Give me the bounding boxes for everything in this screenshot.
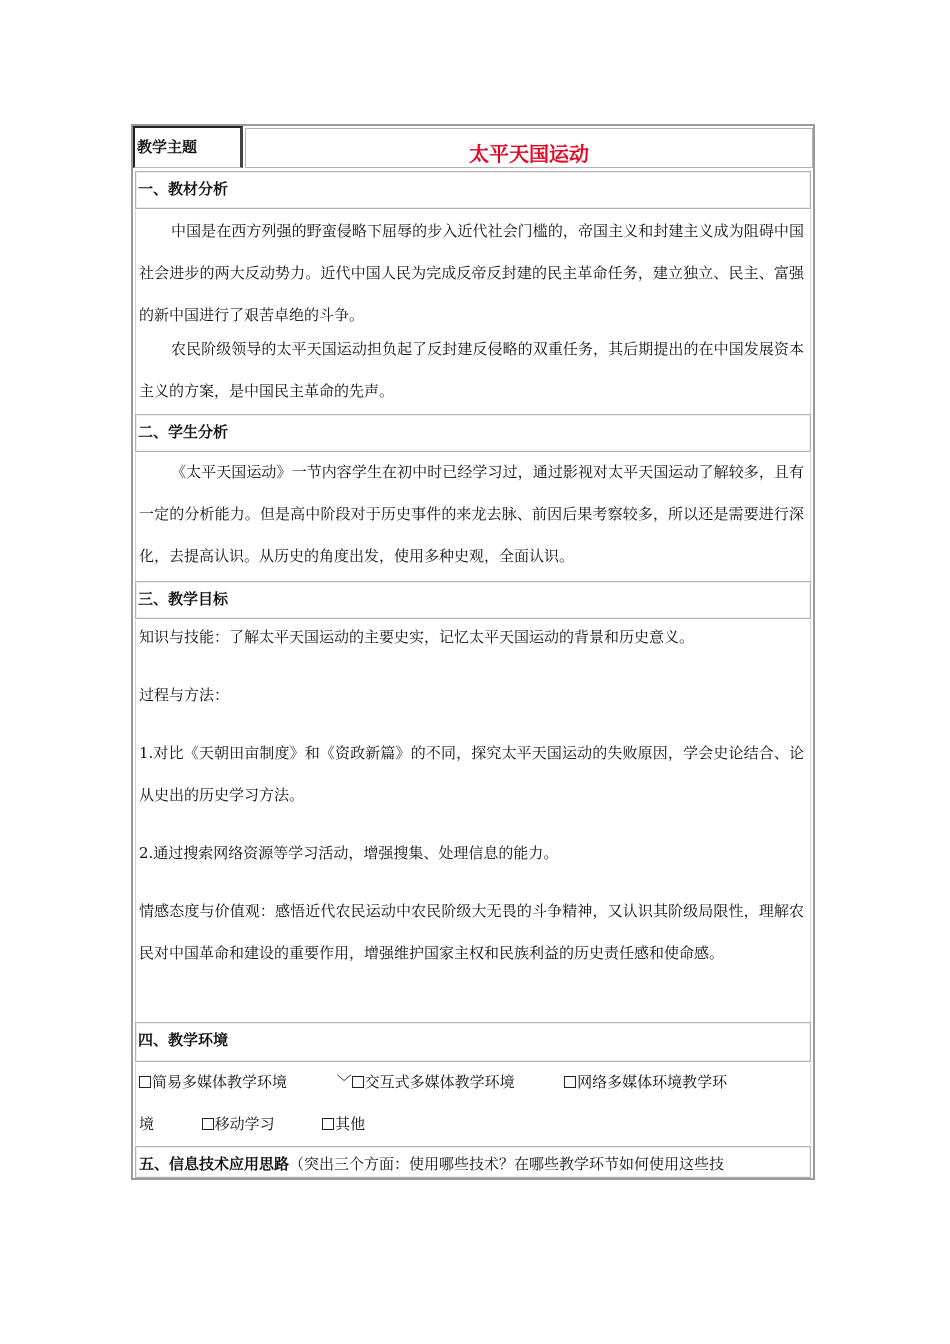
option-network-multimedia-cont: 境: [139, 1115, 155, 1133]
section-title: 一、教材分析: [138, 180, 229, 198]
section-body-teaching-environment: [135, 1063, 811, 1145]
section-body-textbook-analysis: [135, 210, 811, 414]
paragraph: 《太平天国运动》一节内容学生在初中时已经学习过，通过影视对太平天国运动了解较多，且有一定的分析能力。但是高中阶段对于历史事件的来龙去脉、前因后果考察较多，所以还是需要进行深化，去提高认识。从历史的角度出发，使用多种史观，全面认识。: [139, 463, 804, 565]
checkbox-icon[interactable]: [352, 1076, 364, 1088]
section-note: （突出三个方面：使用哪些技术？在哪些教学环节如何使用这些技: [289, 1155, 725, 1173]
environment-options-line-1: [139, 1071, 727, 1092]
section-title: 五、信息技术应用思路: [139, 1155, 290, 1173]
environment-options-line-2: [139, 1113, 365, 1134]
goal-process-item-2: 2.通过搜索网络资源等学习活动，增强搜集、处理信息的能力。: [139, 844, 559, 862]
section-header-student-analysis: [135, 414, 811, 452]
checkbox-icon[interactable]: [322, 1118, 334, 1130]
section-title: 二、学生分析: [138, 423, 229, 441]
section-title: 三、教学目标: [138, 590, 229, 608]
goal-emotion: 情感态度与价值观：感悟近代农民运动中农民阶级大无畏的斗争精神，又认识其阶级局限性，理解农民对中国革命和建设的重要作用，增强维护国家主权和民族利益的历史责任感和使命感。: [139, 902, 804, 962]
lesson-plan-table: [131, 124, 815, 1180]
section-header-teaching-goals: [135, 581, 811, 619]
goal-knowledge: 知识与技能：了解太平天国运动的主要史实，记忆太平天国运动的背景和历史意义。: [139, 628, 695, 646]
option-network-multimedia: 网络多媒体环境教学环: [577, 1073, 728, 1091]
section-body-student-analysis: [135, 453, 811, 581]
section-body-teaching-goals: [135, 620, 811, 1022]
section-header-textbook-analysis: [135, 171, 811, 209]
option-interactive-multimedia: 交互式多媒体教学环境: [364, 1073, 515, 1091]
topic-label: 教学主题: [137, 138, 198, 156]
checkbox-icon[interactable]: [202, 1118, 214, 1130]
it-application-heading: [139, 1153, 724, 1174]
goal-process-label: 过程与方法：: [139, 686, 230, 704]
title-row: [133, 126, 813, 170]
option-simple-multimedia: 简易多媒体教学环境: [152, 1073, 288, 1091]
checkbox-icon[interactable]: [139, 1076, 151, 1088]
checkbox-icon[interactable]: [564, 1076, 576, 1088]
option-other: 其他: [335, 1115, 366, 1133]
goal-process-item-1: 1.对比《天朝田亩制度》和《资政新篇》的不同，探究太平天国运动的失败原因，学会史论结合、论从史出的历史学习方法。: [139, 744, 804, 804]
section-header-it-application: [135, 1146, 811, 1178]
topic-title-cell: [245, 128, 813, 168]
page-title: 太平天国运动: [469, 142, 589, 166]
option-mobile-learning: 移动学习: [214, 1115, 275, 1133]
paragraph: 农民阶级领导的太平天国运动担负起了反封建反侵略的双重任务，其后期提出的在中国发展资本主义的方案，是中国民主革命的先声。: [139, 340, 804, 400]
paragraph: 中国是在西方列强的野蛮侵略下屈辱的步入近代社会门槛的，帝国主义和封建主义成为阻碍中国社会进步的两大反动势力。近代中国人民为完成反帝反封建的民主革命任务，建立独立、民主、富强的新中国进行了艰苦卓绝的斗争。: [139, 222, 804, 324]
topic-label-cell: [133, 126, 243, 168]
section-title: 四、教学环境: [138, 1031, 229, 1049]
section-header-teaching-environment: [135, 1022, 811, 1062]
checked-mark-icon: ﹀: [336, 1073, 352, 1091]
